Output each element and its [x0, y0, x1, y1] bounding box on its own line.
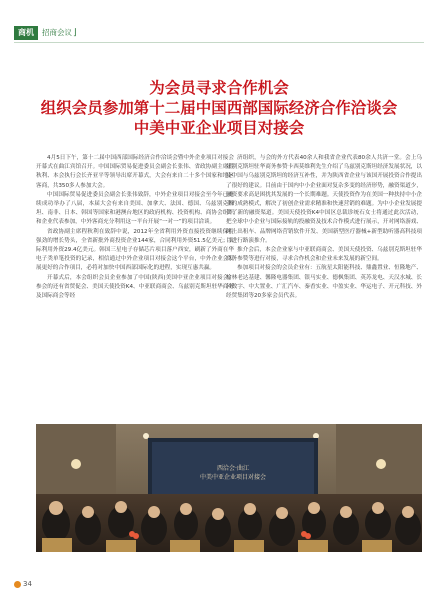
- stage-banner-line-1: 西洽会·曲江: [217, 465, 249, 472]
- article-paragraph: 推介会后，本会企业家与中亚联商商会、美国天使投资、乌兹别克斯坦驻华商务参赞等进行对接，寻求合作机会和企业未来发展的新空间。: [226, 247, 422, 263]
- article-paragraph: 开幕式后，本会组织会员企业参加了中国(陕西)美国中亚企业项目对接会，参会的还有省贸促会、美国天使投资K4、中亚联商商会、乌兹别克斯坦驻华商务及国际商会等经: [36, 274, 234, 300]
- meeting-photo: [36, 424, 422, 552]
- stage-banner-line-2: 中美中亚企业项目对接会: [199, 474, 266, 481]
- page-number: [14, 580, 32, 588]
- section-subtitle: 招商会议⌋: [42, 28, 77, 38]
- page-number-text: 34: [23, 580, 32, 588]
- article-column-left: [36, 154, 234, 301]
- bracket-glyph: ⌋: [73, 28, 77, 38]
- headline-line-3: 中美中亚企业项目对接会: [133, 119, 305, 137]
- article-paragraph: 济组织，与会的外方代表40余人和我省企业代表80余人共济一堂。会上乌兹别克斯坦驻华商务参赞卡西莫维利先生介绍了乌兹别克斯坦经济发展状况，以及中国与乌兹别克斯坦的经济互补性，并为陕西省企业与该国开展投资合作提出了很好的建议。目前由于国内中小企业面对复杂多变的经济形势，融资渠道少，融资要求高是困扰其发展的一个长期难题。天使投资作为在美国一种扶持中小企业的成熟模式，解决了初创企业需求精准和快速营销的难题。为中小企业发展提供了新的融资渠道。美国天使投资K4中国区总裁诊统石女士将通过此次活动，把全球中小企业与国际接轨的投融资及技术合作模式进行展示，开对网络游戏、网上出租车、品牌网络营销软件开发、美国新型医疗器械+新型助听器高科技项目进行路演推介。: [226, 155, 422, 244]
- article-paragraph: 参加项目对接会的会员企业有：五航星太阳能科技、鼎鑫置业、恒隆地产、榆林老达基建、馨隆电器集团、银马实业、德枫集团、英苏龙电、天汉水城、长风数字、中大置业、广汇汽车、秦香实业、中盈实业、华运电子、开元科技、外经贸集团等20多家会员代表。: [226, 265, 422, 300]
- stage-banner: [152, 464, 314, 482]
- article-paragraph: 中国国际贸易促进委员会副会长张伟致辞，中外企业项目对接会至今年已连续成功举办了八届，本届大会有来自美国、加拿大、法国、德国、乌兹别克斯坦、南非、日本、韩国等国家和港澳台地区的政府机构、投资机构、商协会组织和企业代表参加，中外客商充分利用这一平台开展“一对一”的项目洽谈。: [36, 191, 234, 226]
- article-paragraph: 省政协副主席程秋利在致辞中说，2012年全省利用外资直接投资继续保持强劲的增长势头，全省新批外商投资企业144家，合同利用外资51.5亿美元；实际利用外资29.4亿美元。韩国三星电子存储芯片项目落户西安，刷新了外商在华电子类单笔投资的记录，相信通过中外企业项目对接会这个平台，中外企业会发展更好的合作项目，必将对加快中国西部国际化的进程，实现互惠共赢。: [36, 228, 234, 272]
- header-divider: [14, 42, 424, 43]
- section-header: [14, 26, 77, 40]
- article-paragraph: 4月5日下午，第十二届中国西部国际经济合作洽谈会暨中外企业项目对接会开幕式在曲江宾馆召开。中国国际贸易促进委员会副会长张伟、省政协副主席程秋利、本会执行会长齐亚平等领导出席开幕式，大会有来自二十多个国家和地区客商，共350多人参加大会。: [36, 155, 234, 189]
- headline-line-1: 为会员寻求合作机会: [149, 79, 289, 97]
- meeting-photo-illustration: [36, 424, 422, 552]
- section-tag: 商机: [14, 26, 38, 40]
- page-dot-icon: [14, 581, 21, 588]
- headline-line-2: 组织会员参加第十二届中国西部国际经济合作洽谈会: [40, 99, 398, 117]
- article-column-right: [226, 154, 422, 301]
